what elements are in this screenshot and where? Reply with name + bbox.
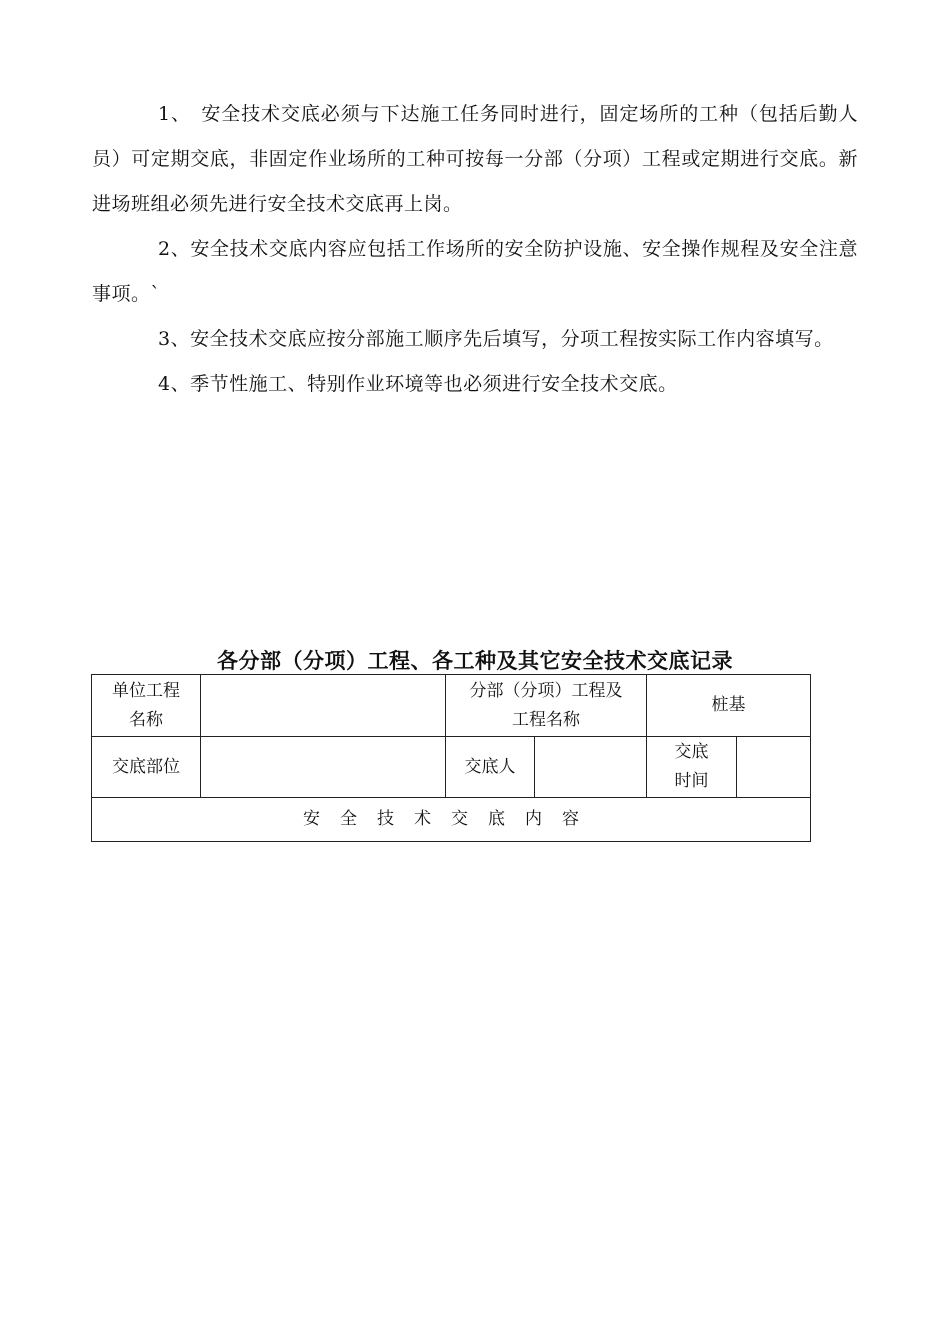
note-1: 1、 安全技术交底必须与下达施工任务同时进行，固定场所的工种（包括后勤人员）可定期交底，非固定作业场所的工种可按每一分部（分项）工程或定期进行交底。新进场班组必须先进行安全技术交底再上岗。 bbox=[92, 103, 858, 215]
location-label: 交底部位 bbox=[92, 737, 201, 798]
time-label bbox=[647, 737, 737, 798]
presenter-label: 交底人 bbox=[446, 737, 535, 798]
safety-briefing-record-table bbox=[91, 674, 811, 842]
note-4: 4、季节性施工、特别作业环境等也必须进行安全技术交底。 bbox=[158, 373, 678, 395]
note-2: 2、安全技术交底内容应包括工作场所的安全防护设施、安全操作规程及安全注意事项。` bbox=[92, 238, 858, 305]
record-title: 各分部（分项）工程、各工种及其它安全技术交底记录 bbox=[217, 649, 733, 673]
sub-project-label-line2: 工程名称 bbox=[512, 709, 580, 730]
instructions bbox=[92, 92, 858, 407]
note-3: 3、安全技术交底应按分部施工顺序先后填写，分项工程按实际工作内容填写。 bbox=[158, 328, 834, 350]
sub-project-value[interactable]: 桩基 bbox=[647, 675, 811, 737]
time-label-line2: 时间 bbox=[674, 771, 709, 791]
time-label-line1: 交底 bbox=[674, 742, 709, 762]
unit-project-value[interactable] bbox=[201, 675, 446, 737]
sub-project-label-line1: 分部（分项）工程及 bbox=[469, 680, 623, 701]
unit-project-label-line1: 单位工程 bbox=[112, 680, 180, 701]
unit-project-label-line2: 名称 bbox=[129, 709, 163, 730]
table-row bbox=[92, 798, 811, 842]
presenter-value[interactable] bbox=[535, 737, 647, 798]
sub-project-label bbox=[446, 675, 647, 737]
table-row bbox=[92, 675, 811, 737]
location-value[interactable] bbox=[201, 737, 446, 798]
unit-project-label bbox=[92, 675, 201, 737]
content-header: 安全技术交底内容 bbox=[92, 798, 811, 842]
time-value[interactable] bbox=[737, 737, 811, 798]
table-row bbox=[92, 737, 811, 798]
